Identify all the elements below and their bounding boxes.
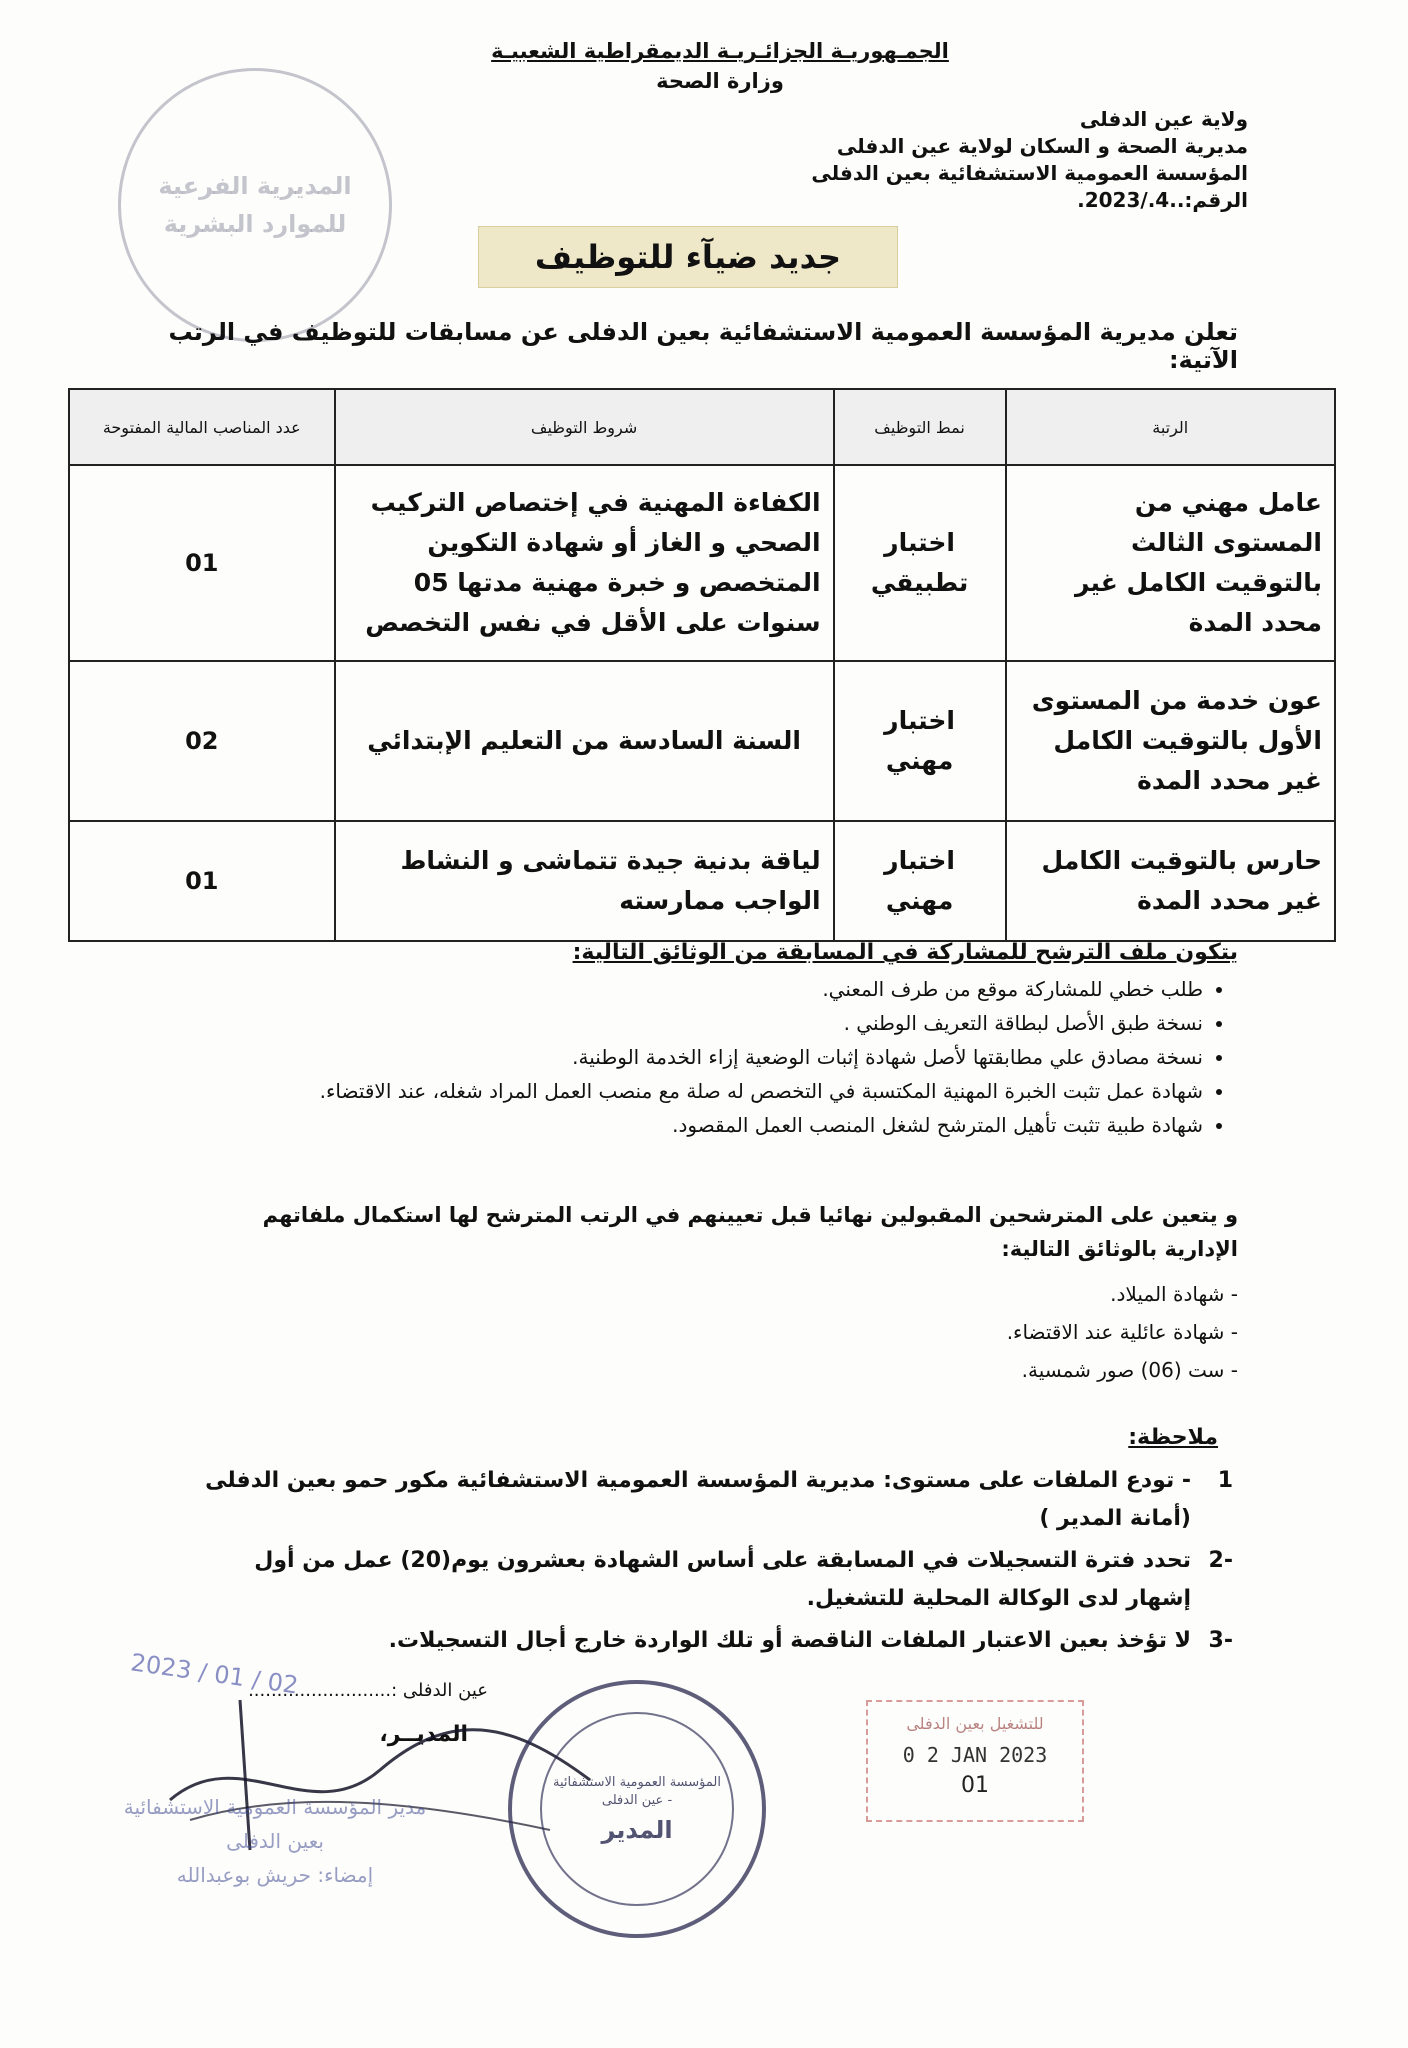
- rank-cell: حارس بالتوقيت الكامل غير محدد المدة: [1006, 821, 1336, 941]
- reference-number: الرقم:..4./2023.: [1077, 188, 1248, 212]
- header-center: [420, 36, 1020, 96]
- col-header-mode: نمط التوظيف: [834, 389, 1006, 465]
- list-item: • شهادة عمل تثبت الخبرة المهنية المكتسبة في التخصص له صلة مع منصب العمل المراد شغله، عند الاقتضاء.: [223, 1074, 1203, 1108]
- date-stamp-line-1: للتشغيل بعين الدفلى: [906, 1714, 1044, 1733]
- list-item: [183, 1622, 1233, 1660]
- table-row: [69, 661, 1335, 821]
- hr-stamp-line-1: المديرية الفرعية: [158, 172, 352, 200]
- ministry-name: وزارة الصحة: [656, 69, 784, 93]
- conditions-cell: الكفاءة المهنية في إختصاص التركيب الصحي و الغاز أو شهادة التكوين المتخصص و خبرة مهنية مدتها 05 سنوات على الأقل في نفس التخصص: [335, 465, 834, 661]
- sig-stamp-line-3: إمضاء: حريش بوعبدالله: [176, 1863, 374, 1887]
- note-text: تحدد فترة التسجيلات في المسابقة على أساس الشهادة بعشرون يوم(20) عمل من أول إشهار لدى الوكالة المحلية للتشغيل.: [254, 1548, 1191, 1611]
- documents-list: [223, 972, 1233, 1142]
- col-header-conditions: شروط التوظيف: [335, 389, 834, 465]
- recruitment-table: [68, 388, 1336, 942]
- after-acceptance-text: و يتعين على المترشحين المقبولين نهائيا قبل تعيينهم في الرتب المترشح لها استكمال ملفاتهم الإدارية بالوثائق التالية:: [262, 1203, 1238, 1261]
- date-stamp-number: 01: [961, 1773, 989, 1798]
- note-number: 1: [1217, 1468, 1233, 1493]
- table-header-row: [69, 389, 1335, 465]
- list-item: - ست (06) صور شمسية.: [678, 1351, 1238, 1389]
- wilaya-name: ولاية عين الدفلى: [1079, 107, 1248, 131]
- round-stamp-center: المدير: [601, 1816, 673, 1844]
- notes-list: [183, 1462, 1233, 1664]
- note-text: لا تؤخذ بعين الاعتبار الملفات الناقصة أو تلك الواردة خارج أجال التسجيلات.: [388, 1628, 1191, 1653]
- count-cell: 01: [69, 821, 335, 941]
- director-title: المديــر،: [379, 1722, 468, 1747]
- hr-stamp: [118, 68, 392, 342]
- table-row: [69, 821, 1335, 941]
- col-header-count: عدد المناصب المالية المفتوحة: [69, 389, 335, 465]
- col-header-rank: الرتبة: [1006, 389, 1336, 465]
- notes-title: ملاحظة:: [1128, 1425, 1218, 1450]
- list-item: - شهادة عائلية عند الاقتضاء.: [678, 1313, 1238, 1351]
- table-row: [69, 465, 1335, 661]
- note-text: - تودع الملفات على مستوى: مديرية المؤسسة العمومية الاستشفائية مكور حمو بعين الدفلى (أمانة المدير ): [205, 1468, 1191, 1531]
- intro-text: تعلن مديرية المؤسسة العمومية الاستشفائية بعين الدفلى عن مسابقات للتوظيف في الرتب الآتية:: [168, 318, 1238, 374]
- republic-name: الجمـهوريـة الجزائـريـة الديمقراطية الشعبيـة: [491, 39, 949, 63]
- count-cell: 01: [69, 465, 335, 661]
- official-round-stamp: [508, 1680, 766, 1938]
- mode-cell: اختبار مهني: [834, 661, 1006, 821]
- header-right: [548, 106, 1248, 214]
- institution-name: المؤسسة العمومية الاستشفائية بعين الدفلى: [811, 161, 1248, 185]
- date-stamp-date: 0 2 JAN 2023: [902, 1743, 1048, 1767]
- page-title: جديد ضيآء للتوظيف: [478, 226, 898, 288]
- mode-cell: اختبار تطبيقي: [834, 465, 1006, 661]
- conditions-cell: لياقة بدنية جيدة تتماشى و النشاط الواجب ممارسته: [335, 821, 834, 941]
- list-item: • طلب خطي للمشاركة موقع من طرف المعني.: [223, 972, 1203, 1006]
- conditions-cell: السنة السادسة من التعليم الإبتدائي: [335, 661, 834, 821]
- documents-title: يتكون ملف الترشح للمشاركة في المسابقة من الوثائق التالية:: [572, 940, 1238, 965]
- director-name-stamp: [110, 1790, 440, 1892]
- directorate-name: مديرية الصحة و السكان لولاية عين الدفلى: [836, 134, 1248, 158]
- note-number: -3: [1208, 1628, 1233, 1653]
- list-item: [183, 1542, 1233, 1618]
- extra-documents-list: [678, 1275, 1238, 1389]
- note-number: -2: [1208, 1548, 1233, 1573]
- sig-stamp-line-2: بعين الدفلى: [226, 1829, 324, 1853]
- sig-stamp-line-1: مدير المؤسسة العمومية الاستشفائية: [123, 1795, 427, 1819]
- list-item: • نسخة مصادق علي مطابقتها لأصل شهادة إثبات الوضعية إزاء الخدمة الوطنية.: [223, 1040, 1203, 1074]
- list-item: [183, 1462, 1233, 1538]
- list-item: • شهادة طبية تثبت تأهيل المترشح لشغل المنصب العمل المقصود.: [223, 1108, 1203, 1142]
- list-item: • نسخة طبق الأصل لبطاقة التعريف الوطني .: [223, 1006, 1203, 1040]
- hr-stamp-line-2: للموارد البشرية: [163, 210, 347, 238]
- round-stamp-text: المؤسسة العمومية الاستشفائية - عين الدفلى: [553, 1775, 721, 1808]
- handwritten-date: 2023 / 01 / 02: [128, 1648, 300, 1700]
- rank-cell: عامل مهني من المستوى الثالث بالتوقيت الكامل غير محدد المدة: [1006, 465, 1336, 661]
- mode-cell: اختبار مهني: [834, 821, 1006, 941]
- employment-agency-stamp: [866, 1700, 1084, 1822]
- rank-cell: عون خدمة من المستوى الأول بالتوقيت الكامل غير محدد المدة: [1006, 661, 1336, 821]
- list-item: - شهادة الميلاد.: [678, 1275, 1238, 1313]
- place-date-line: عين الدفلى :.........................: [248, 1680, 488, 1701]
- count-cell: 02: [69, 661, 335, 821]
